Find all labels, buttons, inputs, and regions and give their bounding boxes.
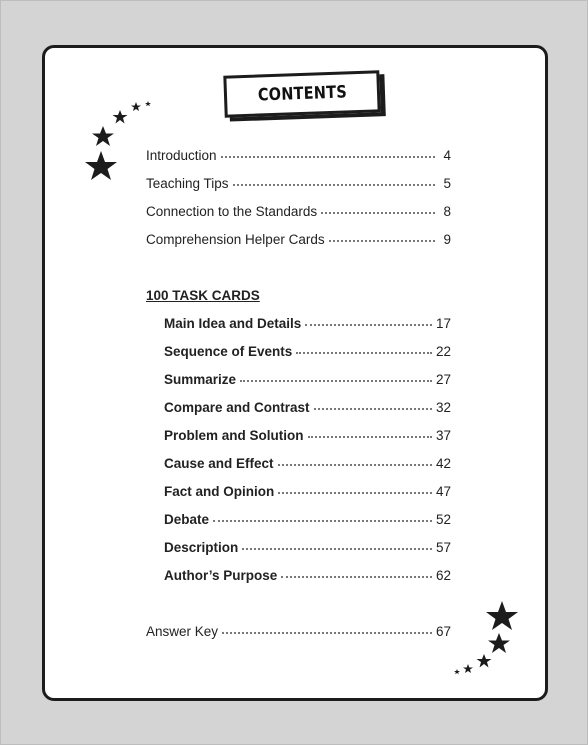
toc-entry-label: Teaching Tips xyxy=(146,176,229,191)
toc-entry[interactable] xyxy=(164,400,451,420)
toc-entry[interactable] xyxy=(164,428,451,448)
toc-entry-label: Comprehension Helper Cards xyxy=(146,232,325,247)
toc-entry-page: 27 xyxy=(435,372,451,387)
toc-entry-label: Sequence of Events xyxy=(164,344,293,359)
dot-leader xyxy=(329,230,435,242)
star-dot-icon xyxy=(145,101,151,106)
toc-entry-page: 52 xyxy=(435,512,451,527)
star-large-icon xyxy=(486,601,518,630)
toc-entry-page: 62 xyxy=(435,568,451,583)
toc-entry-page: 37 xyxy=(435,428,451,443)
toc-entry[interactable] xyxy=(164,568,451,588)
toc-entry-page: 17 xyxy=(435,316,451,331)
toc-entry-label: Problem and Solution xyxy=(164,428,304,443)
section-heading: 100 TASK CARDS xyxy=(146,288,260,303)
dot-leader xyxy=(278,482,432,494)
toc-entry[interactable] xyxy=(146,176,451,196)
dot-leader xyxy=(308,426,432,438)
toc-entry-label: Answer Key xyxy=(146,624,219,639)
star-medium-icon xyxy=(92,126,114,146)
dot-leader xyxy=(242,538,432,550)
toc-entry[interactable] xyxy=(146,148,451,168)
toc-entry-label: Description xyxy=(164,540,239,555)
stars-bottom-right-icon xyxy=(450,596,530,686)
toc-entry-page: 9 xyxy=(443,232,451,247)
dot-leader xyxy=(240,370,432,382)
toc-entry-page: 8 xyxy=(443,204,451,219)
toc-entry-page: 32 xyxy=(435,400,451,415)
title-box xyxy=(223,70,380,117)
toc-entry-label: Author’s Purpose xyxy=(164,568,278,583)
dot-leader xyxy=(222,622,432,634)
toc-entry[interactable] xyxy=(164,512,451,532)
star-small-icon xyxy=(477,654,492,668)
toc-entry-label: Summarize xyxy=(164,372,237,387)
dot-leader xyxy=(221,146,435,158)
dot-leader xyxy=(296,342,432,354)
dot-leader xyxy=(321,202,435,214)
stars-top-left-icon xyxy=(81,96,161,186)
dot-leader xyxy=(213,510,432,522)
toc-entry-label: Main Idea and Details xyxy=(164,316,302,331)
page-title: CONTENTS xyxy=(257,82,347,106)
dot-leader xyxy=(233,174,435,186)
star-tiny-icon xyxy=(463,664,473,673)
dot-leader xyxy=(305,314,432,326)
toc-entry-page: 4 xyxy=(443,148,451,163)
toc-entry-label: Connection to the Standards xyxy=(146,204,318,219)
toc-entry[interactable] xyxy=(164,484,451,504)
star-dot-icon xyxy=(454,669,460,674)
dot-leader xyxy=(281,566,432,578)
toc-entry[interactable] xyxy=(164,540,451,560)
toc-entry[interactable] xyxy=(164,316,451,336)
toc-entry[interactable] xyxy=(146,232,451,252)
toc-entry-page: 5 xyxy=(443,176,451,191)
toc-entry-label: Cause and Effect xyxy=(164,456,274,471)
toc-entry-page: 47 xyxy=(435,484,451,499)
toc-entry-page: 42 xyxy=(435,456,451,471)
toc-entry-page: 22 xyxy=(435,344,451,359)
star-large-icon xyxy=(85,151,117,180)
toc-entry-label: Compare and Contrast xyxy=(164,400,310,415)
toc-entry[interactable] xyxy=(164,456,451,476)
contents-frame xyxy=(42,45,548,701)
dot-leader xyxy=(314,398,432,410)
toc-entry-page: 67 xyxy=(435,624,451,639)
star-small-icon xyxy=(113,110,128,124)
toc-entry-label: Fact and Opinion xyxy=(164,484,275,499)
toc-entry[interactable] xyxy=(164,344,451,364)
star-tiny-icon xyxy=(131,102,141,111)
toc-entry[interactable] xyxy=(146,624,451,644)
toc-entry-page: 57 xyxy=(435,540,451,555)
dot-leader xyxy=(278,454,432,466)
toc-entry-label: Debate xyxy=(164,512,210,527)
toc-entry[interactable] xyxy=(164,372,451,392)
toc-entry-label: Introduction xyxy=(146,148,217,163)
star-medium-icon xyxy=(488,633,510,653)
toc-entry[interactable] xyxy=(146,204,451,224)
